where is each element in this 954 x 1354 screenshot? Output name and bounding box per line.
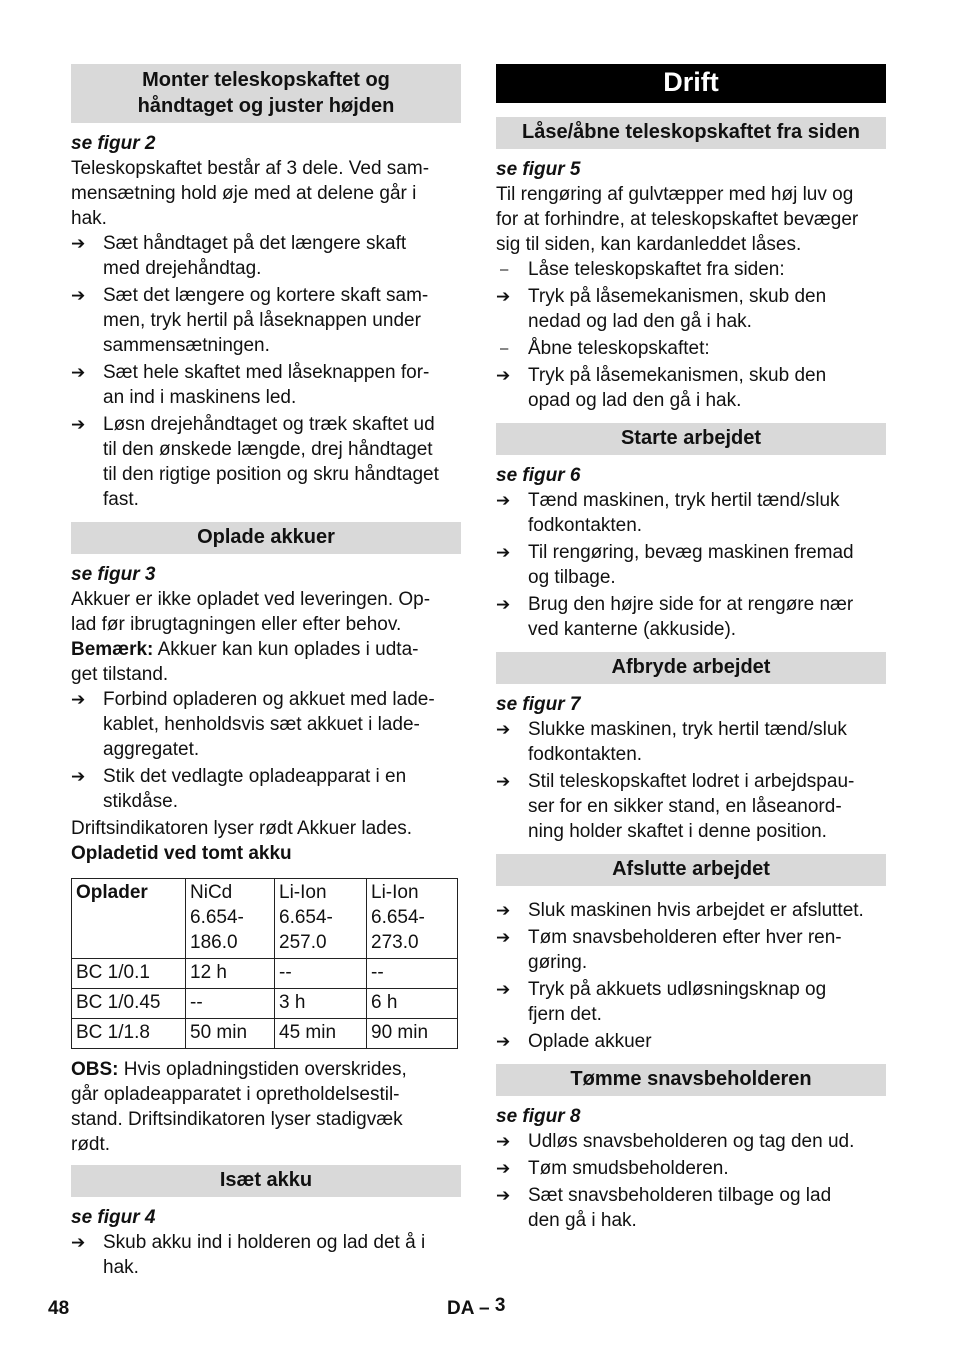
arrow-right-icon: ➔ (496, 980, 511, 999)
section-heading: Oplade akkuer (71, 522, 461, 554)
note-label: Bemærk: (71, 639, 154, 660)
arrow-right-icon: ➔ (496, 1132, 511, 1151)
list-item: ➔ Stik det vedlagte opladeapparat i en stikdåse. (71, 766, 407, 812)
charging-table (71, 878, 458, 1049)
table-cell: 12 h (186, 959, 275, 989)
right-column (496, 64, 886, 1235)
list-item: ➔ Til rengøring, bevæg maskinen fremad og tilbage. (496, 542, 854, 588)
list-item: ➔ Slukke maskinen, tryk hertil tænd/sluk fodkontakten. (496, 719, 847, 765)
list-item: ➔ Tænd maskinen, tryk hertil tænd/sluk fodkontakten. (496, 490, 840, 536)
arrow-right-icon: ➔ (71, 690, 86, 709)
figure-reference: se figur 7 (496, 694, 581, 715)
table-cell: BC 1/0.1 (72, 959, 186, 989)
paragraph: Teleskopskaftet består af 3 dele. Ved sam- mensætning hold øje med at delene går i hak. (71, 158, 430, 229)
section-heading: Isæt akku (71, 1165, 461, 1197)
heading-line: Monter teleskopskaftet og (142, 69, 390, 91)
list-item: ➔ Skub akku ind i holderen og lad det å i hak. (71, 1232, 426, 1278)
table-row (72, 959, 458, 989)
section-heading (71, 64, 461, 123)
table-row (72, 1019, 458, 1049)
arrow-right-icon: ➔ (496, 1186, 511, 1205)
obs-paragraph: OBS: Hvis opladningstiden overskrides, går opladeapparatet i opretholdelsestil- stand. Driftsindikatoren lyser stadigvæk rødt. (71, 1059, 407, 1155)
list-item: ➔ Tryk på akkuets udløsningsknap og fjern det. (496, 979, 827, 1025)
left-column (71, 64, 461, 1282)
dash-icon: – (500, 261, 509, 278)
arrow-right-icon: ➔ (496, 491, 511, 510)
arrow-right-icon: ➔ (71, 1233, 86, 1252)
heading-line: håndtaget og juster højden (137, 95, 395, 117)
table-cell: BC 1/1.8 (72, 1019, 186, 1049)
list-item: ➔ Forbind opladeren og akkuet med lade- kablet, henholdsvis sæt akkuet i lade- aggregatet. (71, 689, 435, 760)
list-item: ➔ Sæt håndtaget på det længere skaft med drejehåndtag. (71, 233, 407, 279)
arrow-right-icon: ➔ (71, 415, 86, 434)
paragraph: Til rengøring af gulvtæpper med høj luv og for at forhindre, at teleskopskaftet bevæger sig til siden, kan kardanleddet låses. (496, 184, 859, 255)
indicator-text: Driftsindikatoren lyser rødt Akkuer lades. (71, 818, 413, 839)
list-item: ➔ Tryk på låsemekanismen, skub den opad og lad den gå i hak. (496, 365, 827, 411)
arrow-right-icon: ➔ (496, 772, 511, 791)
list-item: ➔ Sluk maskinen hvis arbejdet er afsluttet. (496, 900, 864, 921)
table-cell: 3 h (275, 989, 367, 1019)
list-item: ➔ Sæt snavsbeholderen tilbage og lad den gå i hak. (496, 1185, 832, 1231)
table-cell: 50 min (186, 1019, 275, 1049)
arrow-right-icon: ➔ (496, 928, 511, 947)
figure-reference: se figur 5 (496, 159, 581, 180)
obs-label: OBS: (71, 1059, 119, 1080)
table-cell: -- (367, 959, 458, 989)
figure-reference: se figur 8 (496, 1106, 581, 1127)
list-item: ➔ Oplade akkuer (496, 1031, 652, 1052)
list-item: ➔ Løsn drejehåndtaget og træk skaftet ud til den ønskede længde, drej håndtaget til den rigtige position og skru håndtaget fast. (71, 414, 439, 510)
list-item: ➔ Udløs snavsbeholderen og tag den ud. (496, 1131, 855, 1152)
arrow-right-icon: ➔ (496, 720, 511, 739)
table-header-row (72, 879, 458, 959)
section-heading: Afslutte arbejdet (496, 854, 886, 886)
paragraph: Akkuer er ikke opladet ved leveringen. Op- lad før ibrugtagningen eller efter behov. Bemærk: Akkuer kan kun oplades i udta- get tilstand. (71, 589, 431, 685)
list-item: ➔ Tøm snavsbeholderen efter hver ren- gøring. (496, 927, 842, 973)
arrow-right-icon: ➔ (496, 901, 511, 920)
section-heading: Låse/åbne teleskopskaftet fra siden (496, 117, 886, 149)
section-heading: Starte arbejdet (496, 423, 886, 455)
list-item: ➔ Sæt det længere og kortere skaft sam- men, tryk hertil på låseknappen under sammensætningen. (71, 285, 429, 356)
table-cell: Oplader (72, 879, 186, 959)
arrow-right-icon: ➔ (496, 543, 511, 562)
dash-item: – Låse teleskopskaftet fra siden: (496, 257, 886, 282)
chapter-title: Drift (496, 64, 886, 103)
dash-icon: – (500, 340, 509, 357)
page-number: 48 (48, 1298, 70, 1319)
figure-reference: se figur 4 (71, 1207, 156, 1228)
figure-reference: se figur 3 (71, 564, 156, 585)
dash-item: – Åbne teleskopskaftet: (496, 336, 886, 361)
table-cell: NiCd 6.654- 186.0 (186, 879, 275, 959)
arrow-right-icon: ➔ (496, 366, 511, 385)
list-item: ➔ Tryk på låsemekanismen, skub den nedad og lad den gå i hak. (496, 286, 827, 332)
list-item: ➔ Sæt hele skaftet med låseknappen for- an ind i maskinens led. (71, 362, 430, 408)
arrow-right-icon: ➔ (496, 1159, 511, 1178)
table-cell: -- (186, 989, 275, 1019)
list-item: ➔ Tøm smudsbeholderen. (496, 1158, 729, 1179)
table-cell: 45 min (275, 1019, 367, 1049)
arrow-right-icon: ➔ (71, 767, 86, 786)
arrow-right-icon: ➔ (71, 286, 86, 305)
section-heading: Afbryde arbejdet (496, 652, 886, 684)
table-caption: Opladetid ved tomt akku (71, 843, 292, 864)
arrow-right-icon: ➔ (71, 234, 86, 253)
footer-language-marker: DA – 3 (447, 1295, 506, 1319)
table-cell: BC 1/0.45 (72, 989, 186, 1019)
table-cell: -- (275, 959, 367, 989)
arrow-right-icon: ➔ (496, 1032, 511, 1051)
figure-reference: se figur 6 (496, 465, 581, 486)
table-cell: Li-Ion 6.654- 273.0 (367, 879, 458, 959)
table-cell: Li-Ion 6.654- 257.0 (275, 879, 367, 959)
list-item: ➔ Brug den højre side for at rengøre nær ved kanterne (akkuside). (496, 594, 854, 640)
arrow-right-icon: ➔ (71, 363, 86, 382)
section-heading: Tømme snavsbeholderen (496, 1064, 886, 1096)
table-cell: 6 h (367, 989, 458, 1019)
table-cell: 90 min (367, 1019, 458, 1049)
list-item: ➔ Stil teleskopskaftet lodret i arbejdspau- ser for en sikker stand, en låseanord- ning holder skaftet i denne position. (496, 771, 855, 842)
arrow-right-icon: ➔ (496, 287, 511, 306)
figure-reference: se figur 2 (71, 133, 156, 154)
table-row (72, 989, 458, 1019)
arrow-right-icon: ➔ (496, 595, 511, 614)
